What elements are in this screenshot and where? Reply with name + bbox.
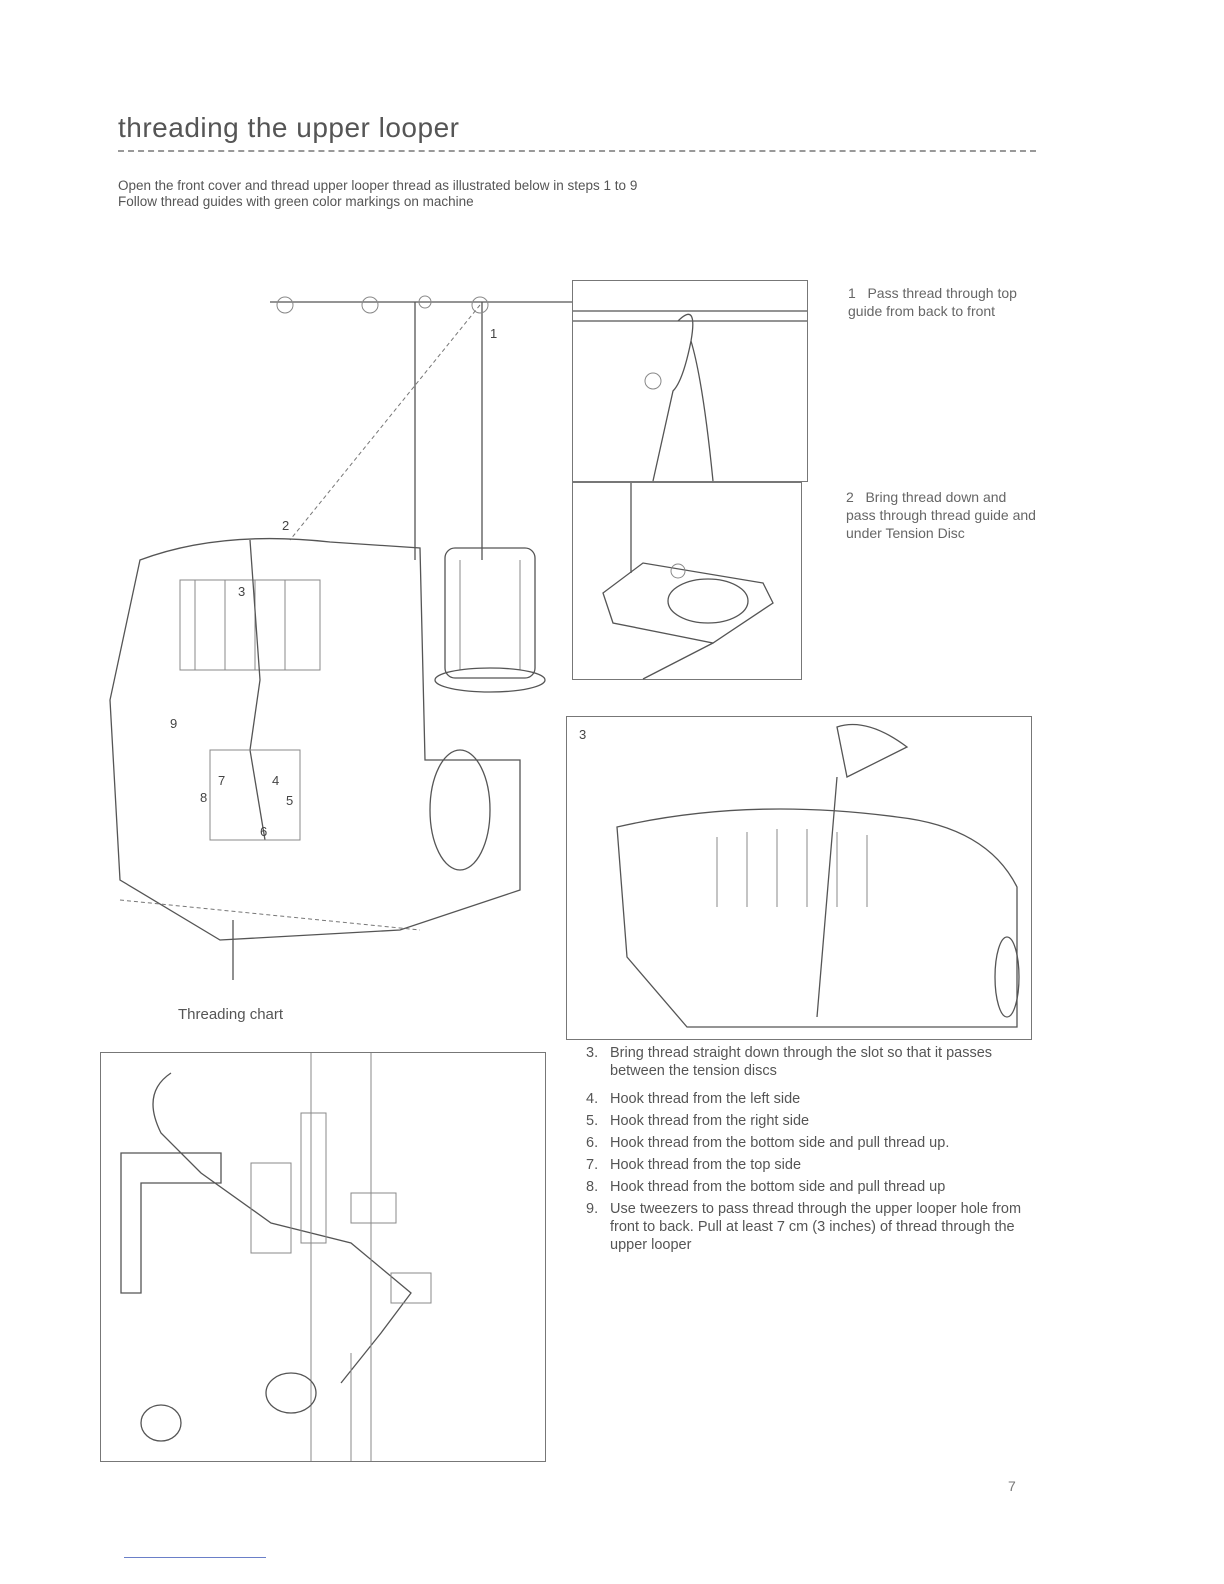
step-item-8-number: 8. [586, 1179, 599, 1195]
figure-looper-detail [100, 1052, 546, 1462]
slot-diagram [567, 717, 1031, 1039]
callout-8: 8 [200, 790, 208, 805]
figure-step-1 [848, 284, 1038, 320]
step-2-number: 2 [846, 489, 854, 505]
callout-1: 1 [490, 326, 498, 341]
figure-top-guide [572, 280, 808, 482]
callout-9: 9 [170, 716, 178, 731]
step-item-7-number: 7. [586, 1157, 599, 1173]
intro-text [118, 178, 878, 210]
intro-line-1: Open the front cover and thread upper looper thread as illustrated below in steps 1 to 9 [118, 178, 638, 193]
footer-line [124, 1557, 266, 1558]
steps-list [586, 1044, 1026, 1258]
step-item-6 [586, 1134, 1026, 1152]
callout-6: 6 [260, 824, 268, 839]
step-item-3-text: Bring thread straight down through the slot so that it passes between the tension discs [610, 1045, 993, 1079]
step-item-7-text: Hook thread from the top side [610, 1157, 802, 1173]
step-item-9-text: Use tweezers to pass thread through the upper looper hole from front to back. Pull at least 7 cm (3 inches) of thread through the upper looper [610, 1201, 1022, 1253]
step-item-4-text: Hook thread from the left side [610, 1091, 801, 1107]
page-title: threading the upper looper [118, 112, 460, 143]
step-2-text: Bring thread down and pass through thread guide and under Tension Disc [846, 489, 1036, 541]
figure-slot [566, 716, 1032, 1040]
page-number: 7 [1008, 1478, 1016, 1494]
step-item-6-text: Hook thread from the bottom side and pull thread up. [610, 1135, 950, 1151]
figure-step-2 [846, 488, 1036, 542]
step-item-6-number: 6. [586, 1135, 599, 1151]
step-item-7 [586, 1156, 1026, 1174]
step-item-4 [586, 1090, 1026, 1108]
machine-illustration [100, 280, 570, 1000]
title-divider [118, 150, 1036, 152]
step-item-9 [586, 1200, 1026, 1254]
callout-4: 4 [272, 773, 280, 788]
step-1-number: 1 [848, 285, 856, 301]
step-item-5 [586, 1112, 1026, 1130]
step-item-8 [586, 1178, 1026, 1196]
step-item-3-number: 3. [586, 1045, 599, 1061]
looper-detail-diagram [101, 1053, 545, 1461]
step-item-9-number: 9. [586, 1201, 599, 1217]
tension-disc-diagram [573, 483, 801, 679]
figure-tension-disc [572, 482, 802, 680]
top-guide-diagram [573, 281, 807, 481]
threading-chart-caption: Threading chart [178, 1006, 284, 1023]
callout-2: 2 [282, 518, 290, 533]
step-item-3 [586, 1044, 1026, 1080]
callout-7: 7 [218, 773, 226, 788]
step-item-5-number: 5. [586, 1113, 599, 1129]
step-1-text: Pass thread through top guide from back to front [848, 285, 1017, 319]
step-item-4-number: 4. [586, 1091, 599, 1107]
fig3-callout: 3 [579, 727, 587, 742]
step-item-8-text: Hook thread from the bottom side and pull thread up [610, 1179, 946, 1195]
callout-5: 5 [286, 793, 294, 808]
intro-line-2: Follow thread guides with green color markings on machine [118, 194, 474, 209]
callout-3: 3 [238, 584, 246, 599]
step-item-5-text: Hook thread from the right side [610, 1113, 810, 1129]
